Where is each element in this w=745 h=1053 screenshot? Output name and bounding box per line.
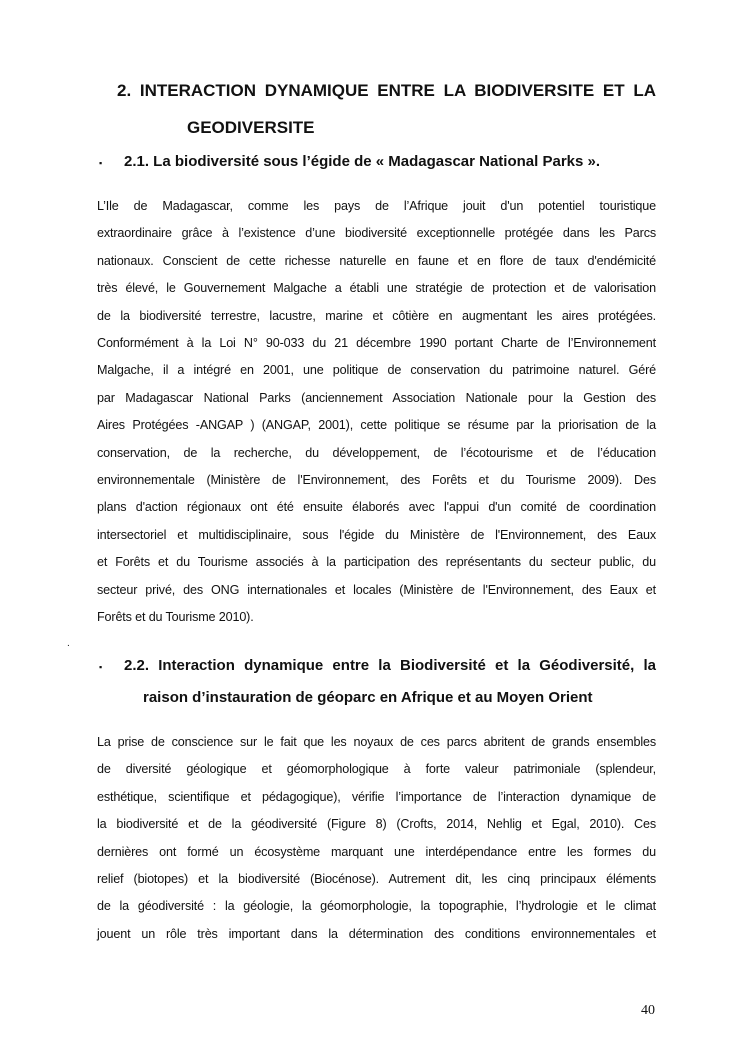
- section-2-2-heading-continued: raison d’instauration de géoparc en Afrique et au Moyen Orient: [143, 689, 593, 706]
- text-line: extraordinaire grâce à l’existence d’une biodiversité exceptionnelle protégée dans les Parcs: [97, 226, 656, 241]
- text-line: esthétique, scientifique et pédagogique), vérifie l’importance de l’interaction dynamique de: [97, 789, 656, 804]
- text-line: Aires Protégées -ANGAP ) (ANGAP, 2001), cette politique se résume par la priorisation de la: [97, 418, 656, 433]
- text-line: L’Ile de Madagascar, comme les pays de l’Afrique jouit d'un potentiel touristique: [97, 199, 656, 213]
- text-line: et Forêts et du Tourisme associés à la participation des représentants du secteur public, du: [97, 555, 656, 570]
- text-line: relief (biotopes) et la biodiversité (Biocénose). Autrement dit, les cinq principaux éléments: [97, 872, 656, 886]
- stray-dot: .: [67, 638, 70, 649]
- text-line: La prise de conscience sur le fait que les noyaux de ces parcs abritent de grands ensembles: [97, 735, 656, 749]
- text-line: environnementale (Ministère de l'Environnement, des Forêts et du Tourisme 2009). Des: [97, 473, 656, 487]
- text-line: Malgache, il a intégré en 2001, une politique de conservation du patrimoine naturel. Géré: [97, 363, 656, 378]
- text-line: dernières ont formé un écosystème marquant une interdépendance entre les formes du: [97, 844, 656, 859]
- text-line: plans d'action régionaux ont été ensuite élaborés avec l'appui d'un comité de coordination: [97, 500, 656, 515]
- chapter-heading: 2. INTERACTION DYNAMIQUE ENTRE LA BIODIVERSITE ET LA: [117, 81, 656, 100]
- text-line: par Madagascar National Parks (anciennement Association Nationale pour la Gestion des: [97, 390, 656, 405]
- section-2-1-heading: 2.1. La biodiversité sous l’égide de « Madagascar National Parks ».: [124, 153, 601, 170]
- chapter-heading-continued: GEODIVERSITE: [187, 118, 315, 137]
- bullet-icon: ▪: [99, 158, 103, 168]
- text-line: de la biodiversité terrestre, lacustre, marine et côtière en augmentant les aires protégées.: [97, 308, 656, 323]
- page-number: 40: [641, 1003, 655, 1018]
- text-line: très élevé, le Gouvernement Malgache a établi une stratégie de protection et de valorisation: [97, 281, 656, 296]
- text-line: de diversité géologique et géomorphologique à forte valeur patrimoniale (splendeur,: [97, 762, 656, 777]
- text-line: Forêts et du Tourisme 2010).: [97, 610, 254, 624]
- text-line: Conformément à la Loi N° 90-033 du 21 décembre 1990 portant Charte de l’Environnement: [97, 336, 656, 350]
- text-line: conservation, de la recherche, du développement, de l’écotourisme et de l’éducation: [97, 445, 656, 460]
- text-line: jouent un rôle très important dans la détermination des conditions environnementales et: [97, 926, 656, 941]
- text-line: intersectoriel et multidisciplinaire, sous l'égide du Ministère de l'Environnement, des Eaux: [97, 527, 656, 542]
- section-2-2-heading: 2.2. Interaction dynamique entre la Biodiversité et la Géodiversité, la: [124, 657, 656, 674]
- text-line: la biodiversité et de la géodiversité (Figure 8) (Crofts, 2014, Nehlig et Egal, 2010). Ces: [97, 817, 656, 832]
- text-line: de la géodiversité : la géologie, la géomorphologie, la topographie, l’hydrologie et le climat: [97, 899, 656, 914]
- text-line: nationaux. Conscient de cette richesse naturelle en faune et en flore de taux d'endémicité: [97, 253, 656, 268]
- text-line: secteur privé, des ONG internationales et locales (Ministère de l'Environnement, des Eaux et: [97, 582, 656, 597]
- bullet-icon: ▪: [99, 662, 103, 672]
